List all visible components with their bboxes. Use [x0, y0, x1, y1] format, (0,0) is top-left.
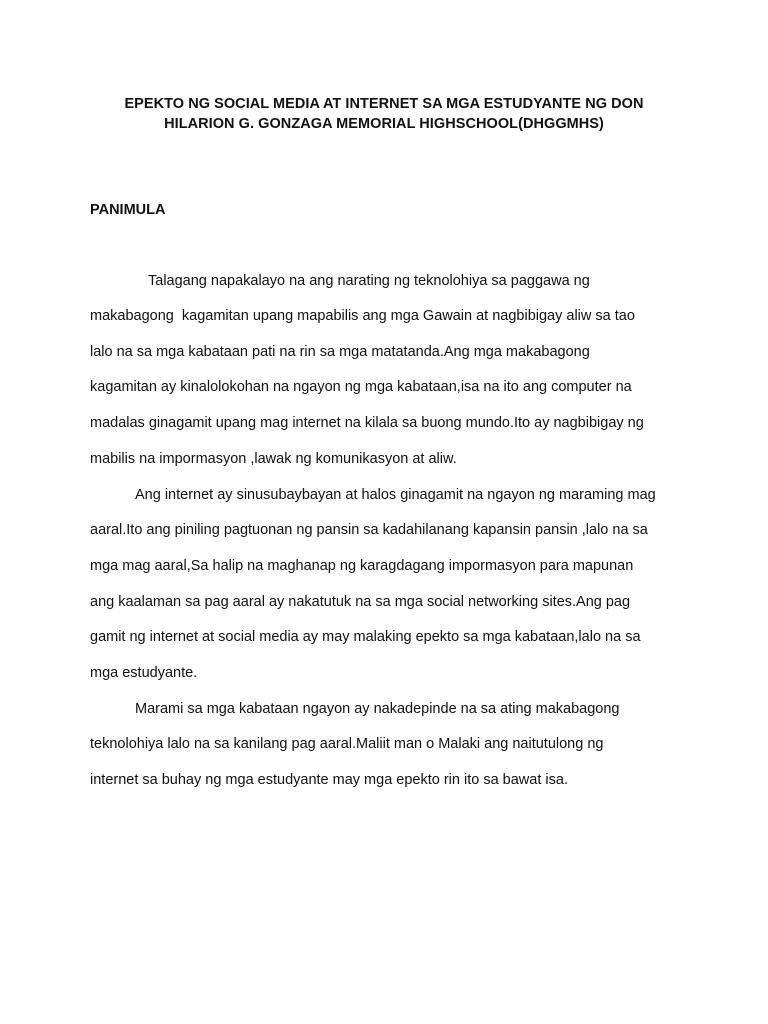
document-title [0, 94, 768, 134]
paragraph-2-line-6: mga estudyante. [90, 665, 198, 681]
paragraph-2-line-1: Ang internet ay sinusubaybayan at halos ginagamit na ngayon ng maraming mag [135, 487, 656, 503]
title-line-1: EPEKTO NG SOCIAL MEDIA AT INTERNET SA MGA ESTUDYANTE NG DON [124, 96, 644, 112]
paragraph-1-line-5: madalas ginagamit upang mag internet na kilala sa buong mundo.Ito ay nagbibigay ng [90, 415, 644, 431]
paragraph-1-line-4: kagamitan ay kinalolokohan na ngayon ng mga kabataan,isa na ito ang computer na [90, 379, 632, 395]
paragraph-2-line-3: mga mag aaral,Sa halip na maghanap ng karagdagang impormasyon para mapunan [90, 558, 634, 574]
paragraph-2-line-4: ang kaalaman sa pag aaral ay nakatutuk na sa mga social networking sites.Ang pag [90, 594, 631, 610]
paragraph-2-line-2: aaral.Ito ang piniling pagtuonan ng pansin sa kadahilanang kapansin pansin ,lalo na sa [90, 522, 648, 538]
paragraph-3-line-2: teknolohiya lalo na sa kanilang pag aaral.Maliit man o Malaki ang naitutulong ng [90, 736, 604, 752]
section-heading: PANIMULA [90, 202, 166, 218]
title-line-2: HILARION G. GONZAGA MEMORIAL HIGHSCHOOL(DHGGMHS) [164, 116, 604, 132]
paragraph-2-line-5: gamit ng internet at social media ay may malaking epekto sa mga kabataan,lalo na sa [90, 629, 641, 645]
paragraph-1-line-1: Talagang napakalayo na ang narating ng teknolohiya sa paggawa ng [148, 273, 590, 289]
paragraph-1-line-2: makabagong kagamitan upang mapabilis ang mga Gawain at nagbibigay aliw sa tao [90, 308, 635, 324]
paragraph-1-line-6: mabilis na impormasyon ,lawak ng komunikasyon at aliw. [90, 451, 457, 467]
paragraph-1-line-3: lalo na sa mga kabataan pati na rin sa mga matatanda.Ang mga makabagong [90, 344, 590, 360]
paragraph-3-line-3: internet sa buhay ng mga estudyante may mga epekto rin ito sa bawat isa. [90, 772, 568, 788]
paragraph-3-line-1: Marami sa mga kabataan ngayon ay nakadepinde na sa ating makabagong [135, 701, 620, 717]
